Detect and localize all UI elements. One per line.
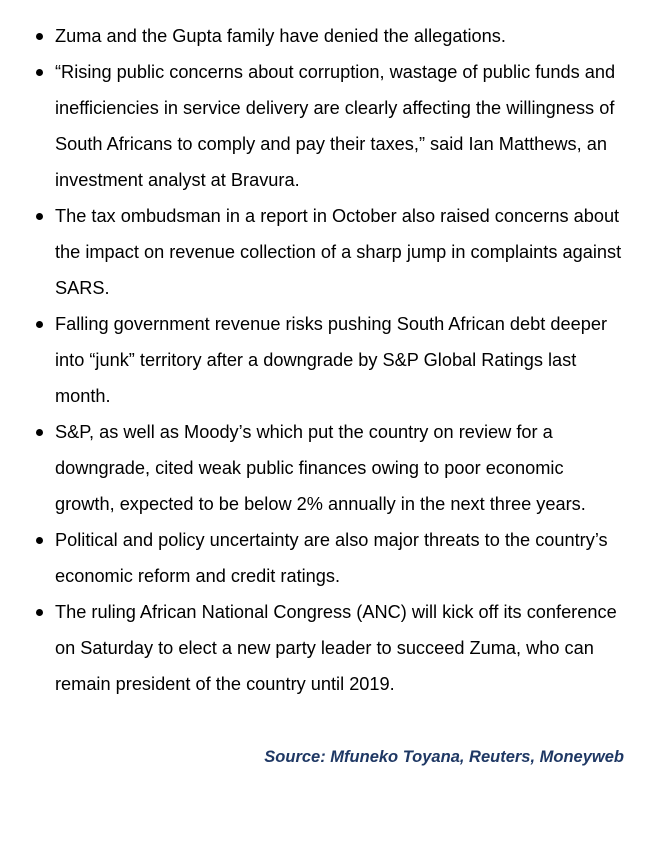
bullet-text: “Rising public concerns about corruption, wastage of public funds and inefficiencies in service delivery are clearly affecting the willingness of South Africans to comply and pay their taxes,” said Ian Matthews, an investment analyst at Bravura. bbox=[55, 62, 616, 190]
bullet-icon bbox=[36, 429, 43, 436]
bullet-icon bbox=[36, 609, 43, 616]
list-item bbox=[0, 306, 646, 414]
list-item bbox=[0, 414, 646, 522]
bullet-text: Political and policy uncertainty are also major threats to the country’s economic reform and credit ratings. bbox=[55, 530, 608, 586]
bullet-text: The tax ombudsman in a report in October also raised concerns about the impact on revenue collection of a sharp jump in complaints against SARS. bbox=[55, 206, 622, 298]
list-item bbox=[0, 522, 646, 594]
bullet-icon bbox=[36, 69, 43, 76]
source-citation: Source: Mfuneko Toyana, Reuters, Moneyweb bbox=[264, 748, 624, 766]
list-item bbox=[0, 18, 646, 54]
bullet-text: S&P, as well as Moody’s which put the country on review for a downgrade, cited weak public finances owing to poor economic growth, expected to be below 2% annually in the next three years. bbox=[55, 422, 586, 514]
list-item bbox=[0, 198, 646, 306]
bullet-icon bbox=[36, 33, 43, 40]
bullet-icon bbox=[36, 213, 43, 220]
bullet-list bbox=[0, 18, 646, 702]
bullet-icon bbox=[36, 537, 43, 544]
bullet-icon bbox=[36, 321, 43, 328]
list-item bbox=[0, 54, 646, 198]
bullet-text: Zuma and the Gupta family have denied the allegations. bbox=[55, 26, 506, 46]
bullet-text: Falling government revenue risks pushing South African debt deeper into “junk” territory after a downgrade by S&P Global Ratings last month. bbox=[55, 314, 608, 406]
bullet-text: The ruling African National Congress (ANC) will kick off its conference on Saturday to elect a new party leader to succeed Zuma, who can remain president of the country until 2019. bbox=[55, 602, 617, 694]
list-item bbox=[0, 594, 646, 702]
